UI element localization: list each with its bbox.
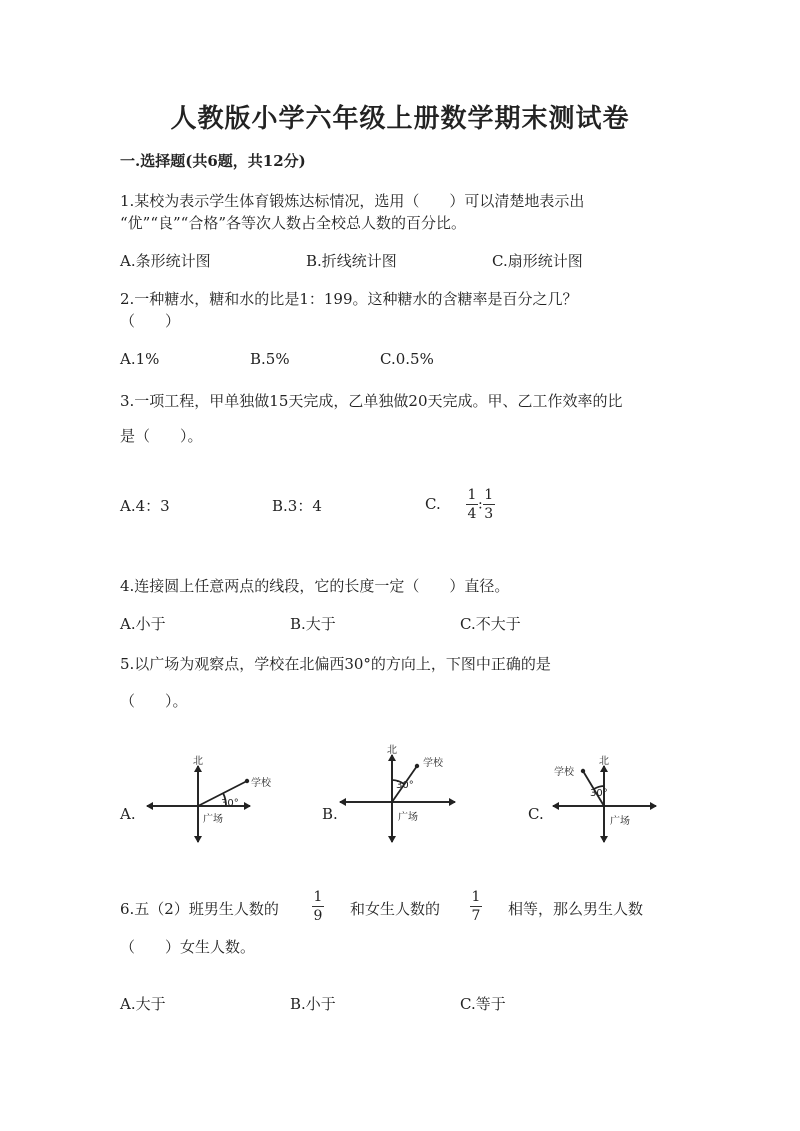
numerator: 1 bbox=[471, 889, 481, 905]
denominator: 7 bbox=[471, 908, 481, 924]
question-6-option-c: C.等于 bbox=[460, 995, 506, 1013]
question-5-line-2: （ ）。 bbox=[120, 692, 188, 710]
question-6-option-a: A.大于 bbox=[120, 995, 166, 1013]
question-4-option-b: B.大于 bbox=[290, 615, 336, 633]
diagram-a-school-dot bbox=[245, 779, 249, 783]
page-title: 人教版小学六年级上册数学期末测试卷 bbox=[170, 104, 630, 134]
question-4-line-1: 4.连接圆上任意两点的线段，它的长度一定（ ）直径。 bbox=[120, 577, 510, 595]
question-5-line-1: 5.以广场为观察点，学校在北偏西30°的方向上，下图中正确的是 bbox=[120, 655, 551, 673]
question-6-part-3: 相等，那么男生人数 bbox=[508, 900, 644, 918]
denominator: 9 bbox=[313, 908, 323, 924]
diagram-b-north-label: 北 bbox=[387, 745, 397, 756]
question-5-option-a: A. bbox=[120, 805, 136, 823]
denominator: 4 bbox=[467, 506, 477, 522]
question-6-part-2: 和女生人数的 bbox=[350, 900, 441, 918]
denominator: 3 bbox=[484, 506, 494, 522]
diagram-c-angle-label: 30° bbox=[590, 788, 608, 799]
question-6-line-2: （ ）女生人数。 bbox=[120, 938, 256, 956]
question-5-option-c: C. bbox=[528, 805, 544, 823]
question-4-option-a: A.小于 bbox=[120, 615, 166, 633]
question-2-option-a: A.1% bbox=[120, 350, 160, 368]
question-4-option-c: C.不大于 bbox=[460, 615, 521, 633]
question-3-option-a: A.4：3 bbox=[120, 497, 170, 515]
diagram-a-north-label: 北 bbox=[193, 756, 203, 767]
question-2-option-b: B.5% bbox=[250, 350, 290, 368]
ratio-colon: : bbox=[478, 496, 483, 513]
diagram-c-square-label: 广场 bbox=[610, 816, 630, 827]
question-6-part-1: 6.五（2）班男生人数的 bbox=[120, 900, 279, 918]
diagram-a-square-label: 广场 bbox=[203, 814, 223, 825]
question-2-line-2: （ ） bbox=[120, 312, 181, 330]
question-1-option-c: C.扇形统计图 bbox=[492, 252, 583, 270]
question-2-line-1: 2.一种糖水，糖和水的比是1：199。这种糖水的含糖率是百分之几？ bbox=[120, 290, 578, 308]
question-3-option-c: C. bbox=[425, 495, 441, 513]
question-3-line-2: 是（ ）。 bbox=[120, 427, 203, 445]
diagram-c-school-dot bbox=[581, 769, 585, 773]
diagram-a-school-label: 学校 bbox=[251, 778, 271, 789]
question-1-line-1: 1.某校为表示学生体育锻炼达标情况，选用（ ）可以清楚地表示出 bbox=[120, 192, 585, 210]
question-6-option-b: B.小于 bbox=[290, 995, 336, 1013]
numerator: 1 bbox=[484, 487, 494, 503]
question-1-option-a: A.条形统计图 bbox=[120, 252, 211, 270]
question-1-option-b: B.折线统计图 bbox=[306, 252, 397, 270]
diagram-b-square-label: 广场 bbox=[398, 812, 418, 823]
numerator: 1 bbox=[467, 487, 477, 503]
section-heading: 一.选择题(共6题，共12分) bbox=[120, 152, 306, 170]
diagram-c-north-label: 北 bbox=[599, 756, 609, 767]
question-1-line-2: “优”“良”“合格”各等次人数占全校总人数的百分比。 bbox=[120, 214, 467, 232]
diagram-c-school-label: 学校 bbox=[554, 767, 574, 778]
question-6-fraction-2 bbox=[470, 889, 482, 924]
diagram-b-school-dot bbox=[415, 764, 419, 768]
question-6-fraction-1 bbox=[312, 889, 324, 924]
question-5-option-b: B. bbox=[322, 805, 338, 823]
diagram-b-school-label: 学校 bbox=[423, 758, 443, 769]
question-2-option-c: C.0.5% bbox=[380, 350, 434, 368]
diagram-a-angle-label: 30° bbox=[221, 798, 239, 809]
question-3-option-b: B.3：4 bbox=[272, 497, 322, 515]
numerator: 1 bbox=[313, 889, 323, 905]
question-3-line-1: 3.一项工程，甲单独做15天完成，乙单独做20天完成。甲、乙工作效率的比 bbox=[120, 392, 623, 410]
diagram-b-angle-label: 30° bbox=[396, 780, 414, 791]
